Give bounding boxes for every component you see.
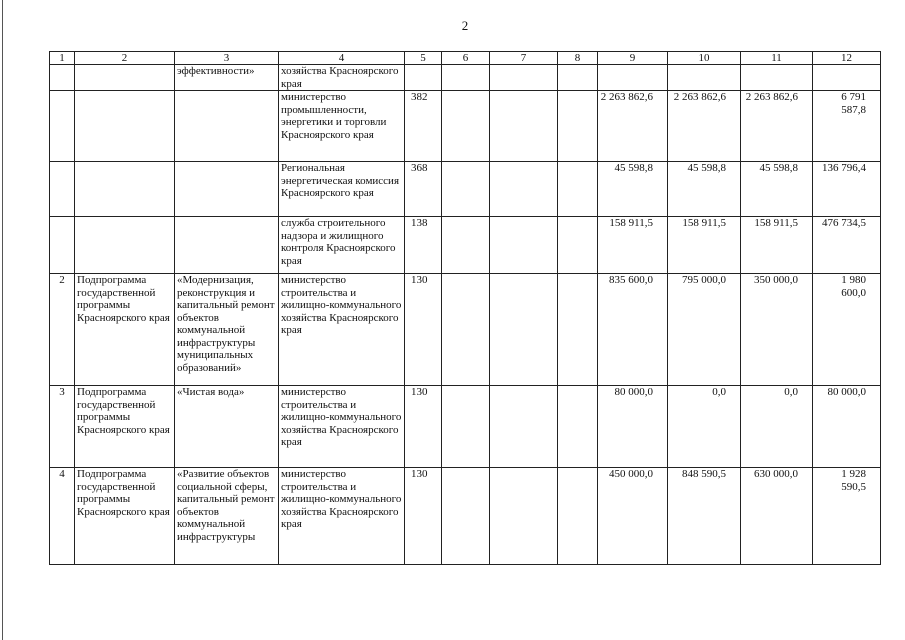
page-number: 2: [461, 18, 469, 33]
cell-administrator: министерство строительства и жилищно-коммунального хозяйства Красноярского края: [279, 386, 405, 468]
cell-col7: [490, 65, 558, 91]
cell-program-name: «Чистая вода»: [175, 386, 279, 468]
budget-table: [49, 51, 881, 565]
cell-code: 130: [405, 468, 442, 565]
column-header-12: 12: [813, 52, 881, 65]
cell-administrator: хозяйства Красноярского края: [279, 65, 405, 91]
column-header-10: 10: [668, 52, 741, 65]
cell-amount-12: 1 980 600,0: [813, 274, 881, 386]
cell-program-name: «Развитие объектов социальной сферы, капитальный ремонт объектов коммунальной инфраструктуры: [175, 468, 279, 565]
cell-number: [50, 91, 75, 162]
cell-administrator: Региональная энергетическая комиссия Красноярского края: [279, 162, 405, 217]
cell-amount-12: 136 796,4: [813, 162, 881, 217]
cell-col7: [490, 274, 558, 386]
cell-program-type: Подпрограмма государственной программы Красноярского края: [75, 274, 175, 386]
cell-code: 130: [405, 274, 442, 386]
cell-col6: [442, 65, 490, 91]
column-header-2: 2: [75, 52, 175, 65]
cell-col7: [490, 162, 558, 217]
cell-program-type: Подпрограмма государственной программы Красноярского края: [75, 468, 175, 565]
table-row: [50, 386, 881, 468]
cell-col8: [558, 162, 598, 217]
cell-amount-12: [813, 65, 881, 91]
cell-program-type: [75, 91, 175, 162]
cell-amount-9: 2 263 862,6: [598, 91, 668, 162]
cell-program-type: [75, 217, 175, 274]
table-row: [50, 217, 881, 274]
scan-left-edge: [2, 0, 3, 640]
cell-code: 382: [405, 91, 442, 162]
cell-amount-10: 0,0: [668, 386, 741, 468]
cell-code: 130: [405, 386, 442, 468]
cell-col8: [558, 217, 598, 274]
cell-program-name: [175, 162, 279, 217]
cell-col7: [490, 91, 558, 162]
table-row: [50, 65, 881, 91]
cell-amount-12: 1 928 590,5: [813, 468, 881, 565]
cell-col8: [558, 386, 598, 468]
cell-program-name: [175, 217, 279, 274]
column-header-6: 6: [442, 52, 490, 65]
column-header-9: 9: [598, 52, 668, 65]
cell-number: [50, 162, 75, 217]
cell-col8: [558, 91, 598, 162]
cell-administrator: министерство промышленности, энергетики и торговли Красноярского края: [279, 91, 405, 162]
cell-number: 3: [50, 386, 75, 468]
cell-col8: [558, 65, 598, 91]
cell-program-name: эффективности»: [175, 65, 279, 91]
cell-amount-11: 2 263 862,6: [741, 91, 813, 162]
column-header-8: 8: [558, 52, 598, 65]
cell-amount-11: 350 000,0: [741, 274, 813, 386]
cell-code: [405, 65, 442, 91]
cell-number: [50, 217, 75, 274]
cell-amount-9: 45 598,8: [598, 162, 668, 217]
cell-amount-9: 80 000,0: [598, 386, 668, 468]
column-header-11: 11: [741, 52, 813, 65]
cell-amount-9: 450 000,0: [598, 468, 668, 565]
cell-program-name: [175, 91, 279, 162]
cell-amount-10: 2 263 862,6: [668, 91, 741, 162]
cell-col8: [558, 468, 598, 565]
cell-amount-12: 476 734,5: [813, 217, 881, 274]
column-header-1: 1: [50, 52, 75, 65]
column-header-5: 5: [405, 52, 442, 65]
cell-number: 2: [50, 274, 75, 386]
cell-amount-12: 80 000,0: [813, 386, 881, 468]
cell-amount-12: 6 791 587,8: [813, 91, 881, 162]
cell-administrator: министерство строительства и жилищно-коммунального хозяйства Красноярского края: [279, 468, 405, 565]
cell-amount-10: 848 590,5: [668, 468, 741, 565]
cell-program-name: «Модернизация, реконструкция и капитальный ремонт объектов коммунальной инфраструктуры муниципальных образований»: [175, 274, 279, 386]
cell-administrator: служба строительного надзора и жилищного контроля Красноярского края: [279, 217, 405, 274]
header-row: [50, 52, 881, 65]
cell-col6: [442, 468, 490, 565]
cell-code: 368: [405, 162, 442, 217]
table-row: [50, 162, 881, 217]
cell-program-type: [75, 65, 175, 91]
cell-administrator: министерство строительства и жилищно-коммунального хозяйства Красноярского края: [279, 274, 405, 386]
cell-number: 4: [50, 468, 75, 565]
cell-amount-11: 158 911,5: [741, 217, 813, 274]
cell-col8: [558, 274, 598, 386]
cell-col6: [442, 386, 490, 468]
cell-col7: [490, 386, 558, 468]
cell-amount-10: 158 911,5: [668, 217, 741, 274]
cell-program-type: Подпрограмма государственной программы Красноярского края: [75, 386, 175, 468]
cell-amount-9: [598, 65, 668, 91]
cell-number: [50, 65, 75, 91]
cell-col7: [490, 217, 558, 274]
cell-col6: [442, 162, 490, 217]
cell-col7: [490, 468, 558, 565]
cell-amount-11: [741, 65, 813, 91]
cell-amount-11: 0,0: [741, 386, 813, 468]
cell-code: 138: [405, 217, 442, 274]
table-row: [50, 468, 881, 565]
table-row: [50, 91, 881, 162]
cell-col6: [442, 91, 490, 162]
cell-col6: [442, 217, 490, 274]
column-header-3: 3: [175, 52, 279, 65]
column-header-4: 4: [279, 52, 405, 65]
cell-col6: [442, 274, 490, 386]
cell-amount-10: [668, 65, 741, 91]
cell-amount-10: 795 000,0: [668, 274, 741, 386]
table-row: [50, 274, 881, 386]
cell-program-type: [75, 162, 175, 217]
cell-amount-11: 630 000,0: [741, 468, 813, 565]
cell-amount-9: 835 600,0: [598, 274, 668, 386]
cell-amount-11: 45 598,8: [741, 162, 813, 217]
cell-amount-10: 45 598,8: [668, 162, 741, 217]
column-header-7: 7: [490, 52, 558, 65]
cell-amount-9: 158 911,5: [598, 217, 668, 274]
